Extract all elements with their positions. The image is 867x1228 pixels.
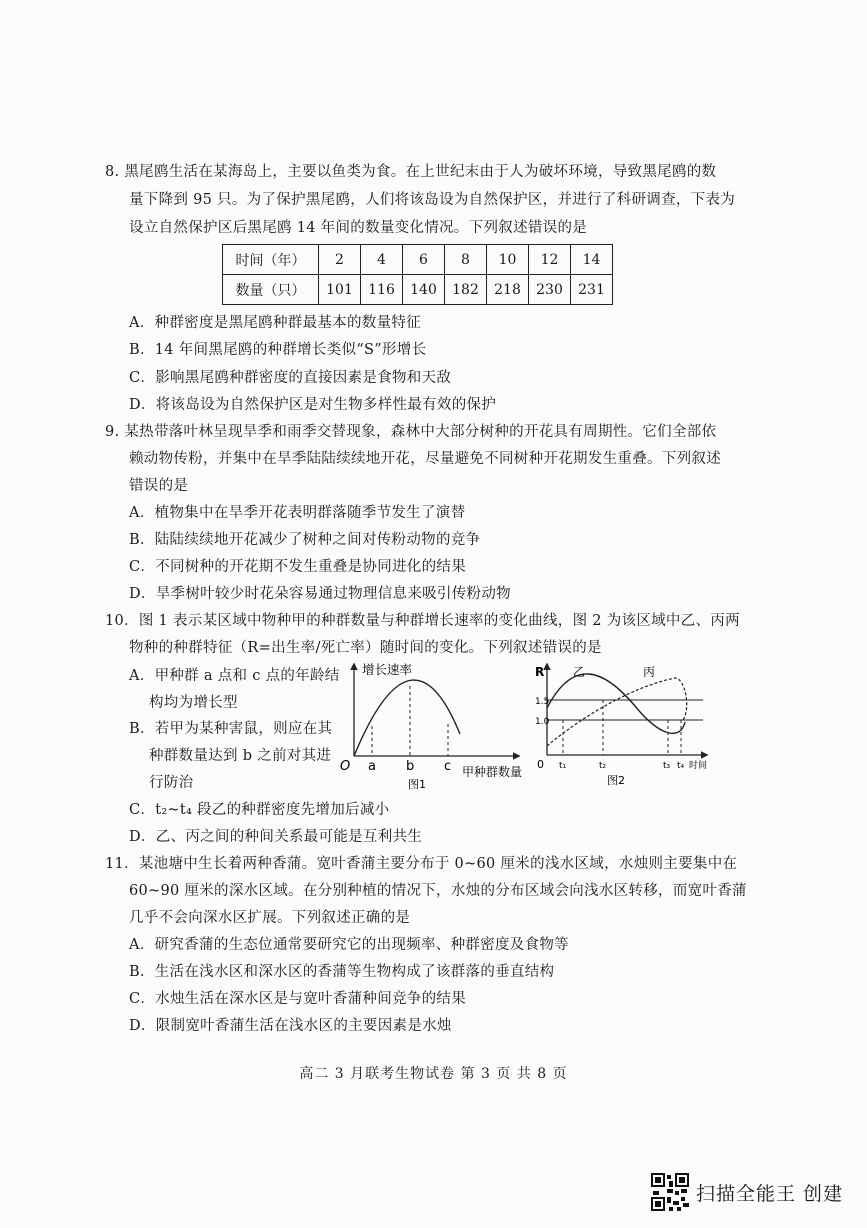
q9-stem-line3: 错误的是	[129, 478, 189, 494]
q9-option-b: B．陆陆续续地开花减少了树种之间对传粉动物的竞争	[129, 532, 481, 548]
q10-option-b-line1: B．若甲为某种害鼠，则应在其	[129, 721, 333, 737]
fig2-origin: 0	[537, 758, 544, 771]
table-cell: 4	[361, 245, 403, 275]
qr-code-icon	[651, 1173, 689, 1211]
fig1-caption: 图1	[408, 778, 426, 791]
fig2-series-bing-label: 丙	[643, 665, 656, 679]
q9-option-c: C．不同树种的开花期不发生重叠是协同进化的结果	[129, 559, 466, 575]
fig2-xlabel: 时间	[689, 761, 708, 771]
table-cell: 101	[319, 275, 361, 305]
fig1-point-b: b	[406, 759, 415, 774]
table-cell: 12	[529, 245, 571, 275]
fig1-origin: O	[340, 759, 351, 774]
q8-option-c: C．影响黑尾鸥种群密度的直接因素是食物和天敌	[129, 370, 452, 386]
fig1-ylabel: 增长速率	[362, 662, 413, 677]
fig1-point-c: c	[444, 759, 452, 774]
fig2-series-yi	[547, 674, 685, 733]
fig2-tick-1-5: 1.5	[535, 697, 550, 707]
fig2-t4: t₄	[677, 761, 685, 771]
table-cell: 6	[403, 245, 445, 275]
q8-stem-line1: 8. 黑尾鸥生活在某海岛上，主要以鱼类为食。在上世纪末由于人为破坏环境，导致黑尾鸥的数	[105, 164, 717, 180]
q10-stem-line2: 物种的种群特征（R=出生率/死亡率）随时间的变化。下列叙述错误的是	[129, 640, 602, 656]
fig1-xlabel: 甲种群数量	[462, 765, 523, 779]
q8-option-d: D．将该岛设为自然保护区是对生物多样性最有效的保护	[129, 397, 497, 413]
table-cell: 218	[487, 275, 529, 305]
q11-option-a: A．研究香蒲的生态位通常要研究它的出现频率、种群密度及食物等	[129, 937, 569, 953]
q8-data-table	[222, 244, 613, 305]
table-row	[223, 245, 613, 275]
q11-option-b: B．生活在浅水区和深水区的香蒲等生物构成了该群落的垂直结构	[129, 964, 555, 980]
q11-option-d: D．限制宽叶香蒲生活在浅水区的主要因素是水烛	[129, 1018, 452, 1034]
table-row-label: 数量（只）	[223, 275, 319, 305]
q9-stem-line1: 9. 某热带落叶林呈现旱季和雨季交替现象，森林中大部分树种的开花具有周期性。它们全部依	[105, 424, 717, 440]
fig2-series-yi-label: 乙	[573, 665, 586, 679]
q8-stem-line3: 设立自然保护区后黑尾鸥 14 年间的数量变化情况。下列叙述错误的是	[129, 220, 588, 236]
table-cell: 182	[445, 275, 487, 305]
table-cell: 231	[571, 275, 613, 305]
q9-stem-line2: 赖动物传粉，并集中在旱季陆陆续续地开花，尽量避免不同树种开花期发生重叠。下列叙述	[129, 451, 721, 467]
figure-1	[334, 658, 524, 794]
table-row	[223, 275, 613, 305]
fig2-tick-1-0: 1.0	[535, 717, 550, 727]
q10-option-a-line2: 构均为增长型	[149, 695, 238, 711]
fig2-t3: t₃	[663, 761, 671, 771]
fig1-growth-curve	[354, 680, 460, 756]
figure-2	[535, 658, 721, 790]
fig2-t1: t₁	[559, 761, 567, 771]
q10-option-b-line3: 行防治	[149, 775, 194, 791]
fig2-ylabel: R	[535, 665, 545, 679]
fig2-t2: t₂	[599, 761, 607, 771]
table-cell: 8	[445, 245, 487, 275]
table-cell: 140	[403, 275, 445, 305]
q10-option-b-line2: 种群数量达到 b 之前对其进	[149, 748, 332, 764]
q9-option-d: D．旱季树叶较少时花朵容易通过物理信息来吸引传粉动物	[129, 586, 511, 602]
table-cell: 10	[487, 245, 529, 275]
table-cell: 14	[571, 245, 613, 275]
q11-option-c: C．水烛生活在深水区是与宽叶香蒲种间竞争的结果	[129, 991, 466, 1007]
q8-option-b: B．14 年间黑尾鸥的种群增长类似“S”形增长	[129, 342, 427, 358]
q10-stem-line1: 10．图 1 表示某区域中物种甲的种群数量与种群增长速率的变化曲线，图 2 为该区域中乙、丙两	[105, 613, 740, 629]
q9-option-a: A．植物集中在旱季开花表明群落随季节发生了演替	[129, 505, 466, 521]
q10-option-d: D．乙、丙之间的种间关系最可能是互利共生	[129, 829, 423, 845]
scanner-brand-watermark: 扫描全能王 创建	[696, 1183, 844, 1205]
q10-option-a-line1: A．甲种群 a 点和 c 点的年龄结	[129, 668, 340, 684]
page-footer: 高二 3 月联考生物试卷 第 3 页 共 8 页	[299, 1066, 568, 1082]
q11-stem-line3: 几乎不会向深水区扩展。下列叙述正确的是	[129, 910, 411, 926]
table-cell: 230	[529, 275, 571, 305]
q10-option-c: C．t₂~t₄ 段乙的种群密度先增加后减小	[129, 802, 390, 818]
q11-stem-line1: 11．某池塘中生长着两种香蒲。宽叶香蒲主要分布于 0~60 厘米的浅水区域，水烛则主要集中在	[105, 856, 738, 872]
q11-stem-line2: 60~90 厘米的深水区域。在分别种植的情况下，水烛的分布区域会向浅水区转移，而宽叶香蒲	[129, 883, 747, 899]
q8-option-a: A．种群密度是黑尾鸥种群最基本的数量特征	[129, 315, 421, 331]
table-cell: 116	[361, 275, 403, 305]
table-row-label: 时间（年）	[223, 245, 319, 275]
fig2-caption: 图2	[607, 774, 625, 787]
q8-stem-line2: 量下降到 95 只。为了保护黑尾鸥，人们将该岛设为自然保护区，并进行了科研调查，下表为	[129, 192, 736, 208]
fig1-point-a: a	[368, 759, 376, 774]
table-cell: 2	[319, 245, 361, 275]
